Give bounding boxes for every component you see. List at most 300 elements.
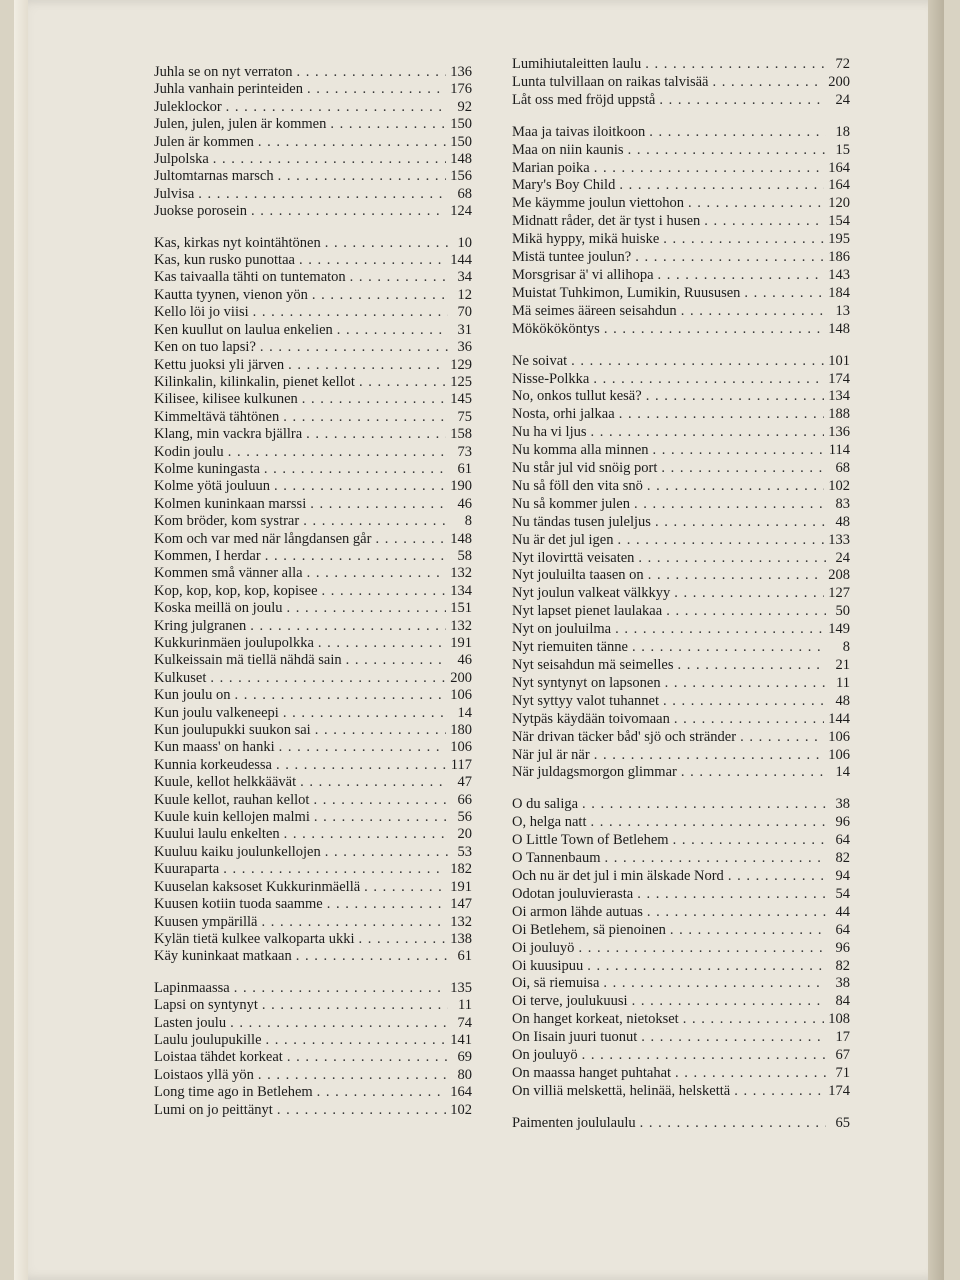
leader-dots: [674, 711, 824, 729]
entry-page-number: 132: [450, 617, 472, 634]
entry-title: Julvisa: [154, 185, 195, 202]
index-entry: [512, 1047, 850, 1065]
entry-title: Juokse porosein: [154, 203, 248, 220]
entry-title: Kautta tyynen, vienon yön: [154, 286, 308, 303]
entry-page-number: 132: [450, 913, 472, 930]
entry-page-number: 134: [450, 582, 472, 599]
entry-title: Long time ago in Betlehem: [154, 1084, 313, 1101]
index-entry: [512, 285, 850, 303]
entry-title: Kuuselan kaksoset Kukkurinmäellä: [154, 878, 361, 895]
leader-dots: [632, 993, 826, 1011]
entry-title: On Iisain juuri tuonut: [512, 1029, 638, 1046]
leader-dots: [744, 285, 824, 303]
leader-dots: [688, 195, 824, 213]
entry-page-number: 164: [828, 159, 850, 176]
leader-dots: [258, 134, 446, 151]
entry-title: Ken on tuo lapsi?: [154, 339, 256, 356]
index-entry: [154, 186, 472, 203]
leader-dots: [645, 56, 826, 74]
leader-dots: [287, 1049, 448, 1066]
page-edge: [928, 0, 944, 1280]
index-entry: [154, 391, 472, 408]
index-entry: [154, 478, 472, 495]
entry-page-number: 53: [457, 843, 472, 860]
leader-dots: [663, 693, 826, 711]
leader-dots: [210, 670, 446, 687]
leader-dots: [673, 832, 826, 850]
entry-page-number: 101: [828, 352, 850, 369]
entry-page-number: 141: [450, 1031, 472, 1048]
entry-page-number: 124: [450, 203, 472, 220]
entry-title: Nisse-Polkka: [512, 370, 590, 387]
entry-title: Kimmeltävä tähtönen: [154, 408, 280, 425]
leader-dots: [279, 739, 447, 756]
entry-page-number: 184: [828, 284, 850, 301]
index-entry: [512, 195, 850, 213]
entry-page-number: 24: [835, 91, 850, 108]
index-entry: [512, 850, 850, 868]
leader-dots: [658, 267, 825, 285]
entry-title: Mökökököntys: [512, 320, 600, 337]
index-entry: [512, 353, 850, 371]
group-spacer: [512, 339, 850, 353]
entry-page-number: 96: [835, 939, 850, 956]
entry-title: Oi terve, joulukuusi: [512, 993, 628, 1010]
leader-dots: [649, 124, 826, 142]
leader-dots: [310, 496, 448, 513]
entry-page-number: 36: [457, 339, 472, 356]
entry-page-number: 148: [450, 530, 472, 547]
entry-page-number: 18: [835, 123, 850, 140]
entry-title: Mary's Boy Child: [512, 177, 616, 194]
leader-dots: [325, 844, 448, 861]
entry-page-number: 67: [835, 1047, 850, 1064]
index-entry: [512, 478, 850, 496]
entry-title: Nu så kommer julen: [512, 495, 630, 512]
leader-dots: [604, 321, 824, 339]
entry-title: Jultomtarnas marsch: [154, 168, 274, 185]
index-entry: [154, 792, 472, 809]
leader-dots: [619, 177, 824, 195]
entry-page-number: 92: [457, 98, 472, 115]
entry-page-number: 84: [835, 993, 850, 1010]
index-entry: [512, 603, 850, 621]
entry-page-number: 174: [828, 370, 850, 387]
index-entry: [154, 374, 472, 391]
leader-dots: [283, 409, 448, 426]
index-entry: [154, 980, 472, 997]
entry-page-number: 73: [457, 443, 472, 460]
index-entry: [512, 532, 850, 550]
entry-page-number: 106: [828, 728, 850, 745]
index-entry: [512, 940, 850, 958]
index-entry: [154, 116, 472, 133]
entry-title: Nu så föll den vita snö: [512, 477, 643, 494]
entry-title: Kun maass' on hanki: [154, 739, 275, 756]
entry-page-number: 56: [457, 809, 472, 826]
entry-title: Midnatt råder, det är tyst i husen: [512, 213, 701, 230]
index-entry: [512, 975, 850, 993]
entry-title: Kuuluu kaiku joulunkellojen: [154, 843, 321, 860]
entry-page-number: 13: [835, 302, 850, 319]
index-entry: [154, 739, 472, 756]
entry-page-number: 182: [450, 861, 472, 878]
index-entry: [154, 304, 472, 321]
index-entry: [512, 1115, 850, 1133]
entry-page-number: 38: [835, 796, 850, 813]
group-spacer: [512, 782, 850, 796]
leader-dots: [638, 550, 826, 568]
leader-dots: [284, 826, 448, 843]
leader-dots: [226, 99, 448, 116]
page-gutter: [14, 0, 28, 1280]
entry-title: Kukkurinmäen joulupolkka: [154, 635, 314, 651]
leader-dots: [314, 809, 448, 826]
entry-title: Kring julgranen: [154, 617, 247, 634]
entry-title: Oi jouluyö: [512, 939, 575, 956]
index-entry: [512, 764, 850, 782]
entry-page-number: 20: [457, 826, 472, 843]
index-entry: [512, 886, 850, 904]
entry-page-number: 117: [450, 756, 472, 773]
entry-page-number: 102: [828, 477, 850, 494]
entry-page-number: 148: [828, 320, 850, 337]
index-entry: [512, 406, 850, 424]
entry-title: Nyt syttyy valot tuhannet: [512, 692, 659, 709]
leader-dots: [265, 548, 448, 565]
entry-title: Kop, kop, kop, kop, kopisee: [154, 582, 318, 599]
leader-dots: [713, 74, 825, 92]
index-entry: [154, 914, 472, 931]
index-entry: [154, 269, 472, 286]
leader-dots: [591, 814, 827, 832]
entry-title: Kun joulu valkeneepi: [154, 704, 279, 721]
leader-dots: [303, 513, 448, 530]
entry-title: Kuusen kotiin tuoda saamme: [154, 896, 323, 913]
index-entry: [512, 56, 850, 74]
entry-page-number: 147: [450, 896, 472, 913]
entry-title: On villiä melskettä, helinää, helskettä: [512, 1082, 731, 1099]
leader-dots: [571, 353, 824, 371]
entry-title: Lapsi on syntynyt: [154, 997, 258, 1014]
entry-page-number: 68: [457, 185, 472, 202]
leader-dots: [288, 357, 446, 374]
entry-title: Nyt seisahdun mä seimelles: [512, 657, 674, 673]
entry-page-number: 200: [450, 669, 472, 686]
index-entry: [512, 1065, 850, 1083]
entry-page-number: 74: [457, 1014, 472, 1031]
entry-page-number: 138: [450, 930, 472, 947]
entry-title: Julen, julen, julen är kommen: [154, 116, 327, 133]
index-entry: [154, 896, 472, 913]
group-spacer: [512, 110, 850, 124]
index-entry: [512, 92, 850, 110]
entry-title: Julpolska: [154, 151, 209, 168]
entry-title: När drivan täcker båd' sjö och stränder: [512, 728, 737, 745]
entry-page-number: 108: [828, 1011, 850, 1028]
leader-dots: [337, 322, 448, 339]
entry-page-number: 83: [835, 495, 850, 512]
entry-title: Odotan jouluvierasta: [512, 885, 634, 902]
entry-title: Morsgrisar ä' vi allihopa: [512, 266, 654, 283]
index-entry: [154, 826, 472, 843]
leader-dots: [675, 1065, 826, 1083]
entry-page-number: 61: [457, 948, 472, 965]
entry-title: Kommen, I herdar: [154, 547, 261, 564]
entry-title: Juhla se on nyt verraton: [154, 64, 293, 80]
leader-dots: [582, 796, 826, 814]
index-entry: [512, 303, 850, 321]
entry-page-number: 164: [450, 1084, 472, 1101]
entry-page-number: 106: [450, 687, 472, 704]
index-entry: [154, 1084, 472, 1101]
entry-page-number: 129: [450, 356, 472, 373]
index-entry: [512, 231, 850, 249]
entry-title: Kolmen kuninkaan marssi: [154, 495, 307, 512]
index-entry: [512, 496, 850, 514]
entry-page-number: 134: [828, 388, 850, 405]
index-entry: [154, 1049, 472, 1066]
entry-page-number: 70: [457, 304, 472, 321]
entry-page-number: 150: [450, 133, 472, 150]
leader-dots: [297, 64, 447, 81]
entry-title: Muistat Tuhkimon, Lumikin, Ruususen: [512, 284, 741, 301]
entry-page-number: 158: [450, 426, 472, 443]
index-entry: [154, 722, 472, 739]
index-entry: [154, 461, 472, 478]
leader-dots: [312, 287, 448, 304]
entry-title: Mä seimes ääreen seisahdun: [512, 302, 677, 319]
index-entry: [154, 565, 472, 582]
leader-dots: [593, 371, 824, 389]
entry-page-number: 133: [828, 531, 850, 548]
leader-dots: [641, 1029, 826, 1047]
entry-title: On jouluyö: [512, 1047, 578, 1064]
entry-title: Kom och var med när långdansen går: [154, 530, 372, 547]
leader-dots: [677, 657, 826, 675]
leader-dots: [619, 406, 825, 424]
leader-dots: [640, 1115, 826, 1133]
entry-title: On maassa hanget puhtahat: [512, 1064, 672, 1081]
leader-dots: [228, 444, 448, 461]
index-entry: [512, 567, 850, 585]
index-entry: [154, 635, 472, 652]
leader-dots: [330, 116, 446, 133]
entry-page-number: 8: [842, 639, 850, 656]
leader-dots: [296, 948, 448, 965]
leader-dots: [300, 774, 448, 791]
entry-page-number: 12: [457, 286, 472, 303]
index-entry: [154, 287, 472, 304]
entry-page-number: 144: [828, 710, 850, 727]
index-entry: [154, 531, 472, 548]
entry-page-number: 114: [828, 442, 850, 459]
index-entry: [512, 711, 850, 729]
leader-dots: [591, 424, 825, 442]
leader-dots: [306, 426, 446, 443]
entry-title: O Tannenbaum: [512, 850, 601, 867]
entry-title: Kas taivaalla tähti on tuntematon: [154, 269, 346, 286]
index-entry: [512, 993, 850, 1011]
entry-page-number: 75: [457, 408, 472, 425]
entry-page-number: 136: [828, 424, 850, 441]
entry-page-number: 21: [835, 657, 850, 673]
group-spacer: [154, 966, 472, 980]
leader-dots: [364, 879, 446, 896]
entry-title: Marian poika: [512, 159, 590, 176]
entry-page-number: 82: [835, 957, 850, 974]
index-entry: [512, 267, 850, 285]
entry-page-number: 72: [835, 56, 850, 72]
leader-dots: [262, 914, 447, 931]
entry-title: Koska meillä on joulu: [154, 600, 283, 617]
index-entry: [154, 997, 472, 1014]
entry-title: Låt oss med fröjd uppstå: [512, 91, 656, 108]
entry-title: Kettu juoksi yli järven: [154, 356, 285, 373]
entry-title: Nu är det jul igen: [512, 531, 614, 548]
entry-title: Kilisee, kilisee kulkunen: [154, 391, 298, 408]
index-entry: [512, 904, 850, 922]
leader-dots: [359, 374, 446, 391]
entry-page-number: 164: [828, 177, 850, 194]
leader-dots: [234, 980, 447, 997]
leader-dots: [307, 81, 446, 98]
leader-dots: [647, 904, 826, 922]
entry-title: Lunta tulvillaan on raikas talvisää: [512, 73, 709, 90]
entry-page-number: 46: [457, 495, 472, 512]
entry-page-number: 61: [457, 460, 472, 477]
leader-dots: [634, 496, 826, 514]
leader-dots: [681, 764, 826, 782]
leader-dots: [603, 975, 826, 993]
entry-page-number: 148: [450, 151, 472, 168]
index-entry: [154, 809, 472, 826]
leader-dots: [661, 460, 826, 478]
index-entry: [512, 550, 850, 568]
index-entry: [512, 177, 850, 195]
index-entry: [154, 687, 472, 704]
index-entry: [154, 879, 472, 896]
index-entry: [154, 705, 472, 722]
entry-title: Nytpäs käydään toivomaan: [512, 710, 670, 727]
entry-title: Laulu joulupukille: [154, 1031, 262, 1048]
entry-title: Nyt ilovirttä veisaten: [512, 549, 635, 566]
index-entry: [154, 322, 472, 339]
leader-dots: [260, 339, 448, 356]
index-entry: [154, 1032, 472, 1049]
leader-dots: [258, 1067, 448, 1084]
entry-title: Lumihiutaleitten laulu: [512, 56, 642, 72]
index-entry: [154, 203, 472, 220]
entry-page-number: 191: [450, 635, 472, 651]
leader-dots: [594, 747, 825, 765]
entry-page-number: 154: [828, 213, 850, 230]
entry-title: Oi, sä riemuisa: [512, 975, 600, 992]
index-entry: [512, 693, 850, 711]
entry-title: On hanget korkeat, nietokset: [512, 1011, 679, 1028]
leader-dots: [198, 186, 448, 203]
entry-page-number: 151: [450, 600, 472, 617]
index-entry: [154, 339, 472, 356]
index-entry: [512, 460, 850, 478]
entry-title: Kas, kun rusko punottaa: [154, 252, 295, 269]
index-entry: [154, 426, 472, 443]
leader-dots: [681, 303, 826, 321]
index-entry: [154, 948, 472, 965]
entry-title: Maa ja taivas iloitkoon: [512, 123, 646, 140]
leader-dots: [213, 151, 446, 168]
entry-title: Oi kuusipuu: [512, 957, 584, 974]
index-entry: [512, 747, 850, 765]
entry-title: Lumi on jo peittänyt: [154, 1101, 273, 1118]
leader-dots: [605, 850, 826, 868]
entry-page-number: 31: [457, 321, 472, 338]
index-entry: [154, 583, 472, 600]
entry-page-number: 48: [835, 692, 850, 709]
leader-dots: [674, 585, 824, 603]
index-entry: [512, 124, 850, 142]
leader-dots: [235, 687, 447, 704]
entry-title: Ne soivat: [512, 352, 568, 369]
entry-title: Kom bröder, kom systrar: [154, 513, 300, 530]
leader-dots: [302, 391, 446, 408]
entry-title: Kolme kuningasta: [154, 460, 260, 477]
leader-dots: [648, 567, 825, 585]
entry-title: Kylän tietä kulkee valkoparta ukki: [154, 930, 355, 947]
leader-dots: [315, 722, 447, 739]
entry-title: Oi Betlehem, sä pienoinen: [512, 921, 666, 938]
entry-page-number: 127: [828, 585, 850, 602]
leader-dots: [647, 478, 824, 496]
entry-page-number: 11: [458, 997, 472, 1014]
entry-page-number: 65: [835, 1114, 850, 1131]
entry-title: Kun joulu on: [154, 687, 231, 704]
entry-page-number: 48: [835, 513, 850, 530]
entry-title: Maa on niin kaunis: [512, 141, 624, 158]
entry-page-number: 44: [835, 903, 850, 920]
entry-title: Kuuraparta: [154, 861, 220, 878]
entry-page-number: 64: [835, 921, 850, 938]
entry-title: Kodin joulu: [154, 443, 224, 460]
index-entry: [154, 1015, 472, 1032]
leader-dots: [322, 583, 447, 600]
index-entry: [512, 639, 850, 657]
leader-dots: [587, 958, 826, 976]
index-entry: [154, 357, 472, 374]
entry-page-number: 34: [457, 269, 472, 286]
index-entry: [512, 585, 850, 603]
entry-title: Kulkuset: [154, 669, 207, 686]
leader-dots: [359, 931, 447, 948]
leader-dots: [646, 388, 825, 406]
leader-dots: [299, 252, 446, 269]
leader-dots: [635, 249, 824, 267]
leader-dots: [230, 1015, 448, 1032]
entry-title: Kilinkalin, kilinkalin, pienet kellot: [154, 373, 355, 390]
entry-page-number: 145: [450, 391, 472, 408]
index-entry: [154, 844, 472, 861]
leader-dots: [594, 160, 825, 178]
leader-dots: [274, 478, 446, 495]
entry-title: Kulkeissain mä tiellä nähdä sain: [154, 652, 342, 669]
entry-title: Loistaos yllä yön: [154, 1066, 254, 1083]
leader-dots: [659, 92, 826, 110]
entry-title: Nyt joulun valkeat välkkyy: [512, 585, 671, 602]
entry-title: Loistaa tähdet korkeat: [154, 1049, 283, 1066]
leader-dots: [276, 757, 447, 774]
entry-title: Me käymme joulun viettohon: [512, 195, 684, 212]
entry-title: O du saliga: [512, 796, 579, 813]
